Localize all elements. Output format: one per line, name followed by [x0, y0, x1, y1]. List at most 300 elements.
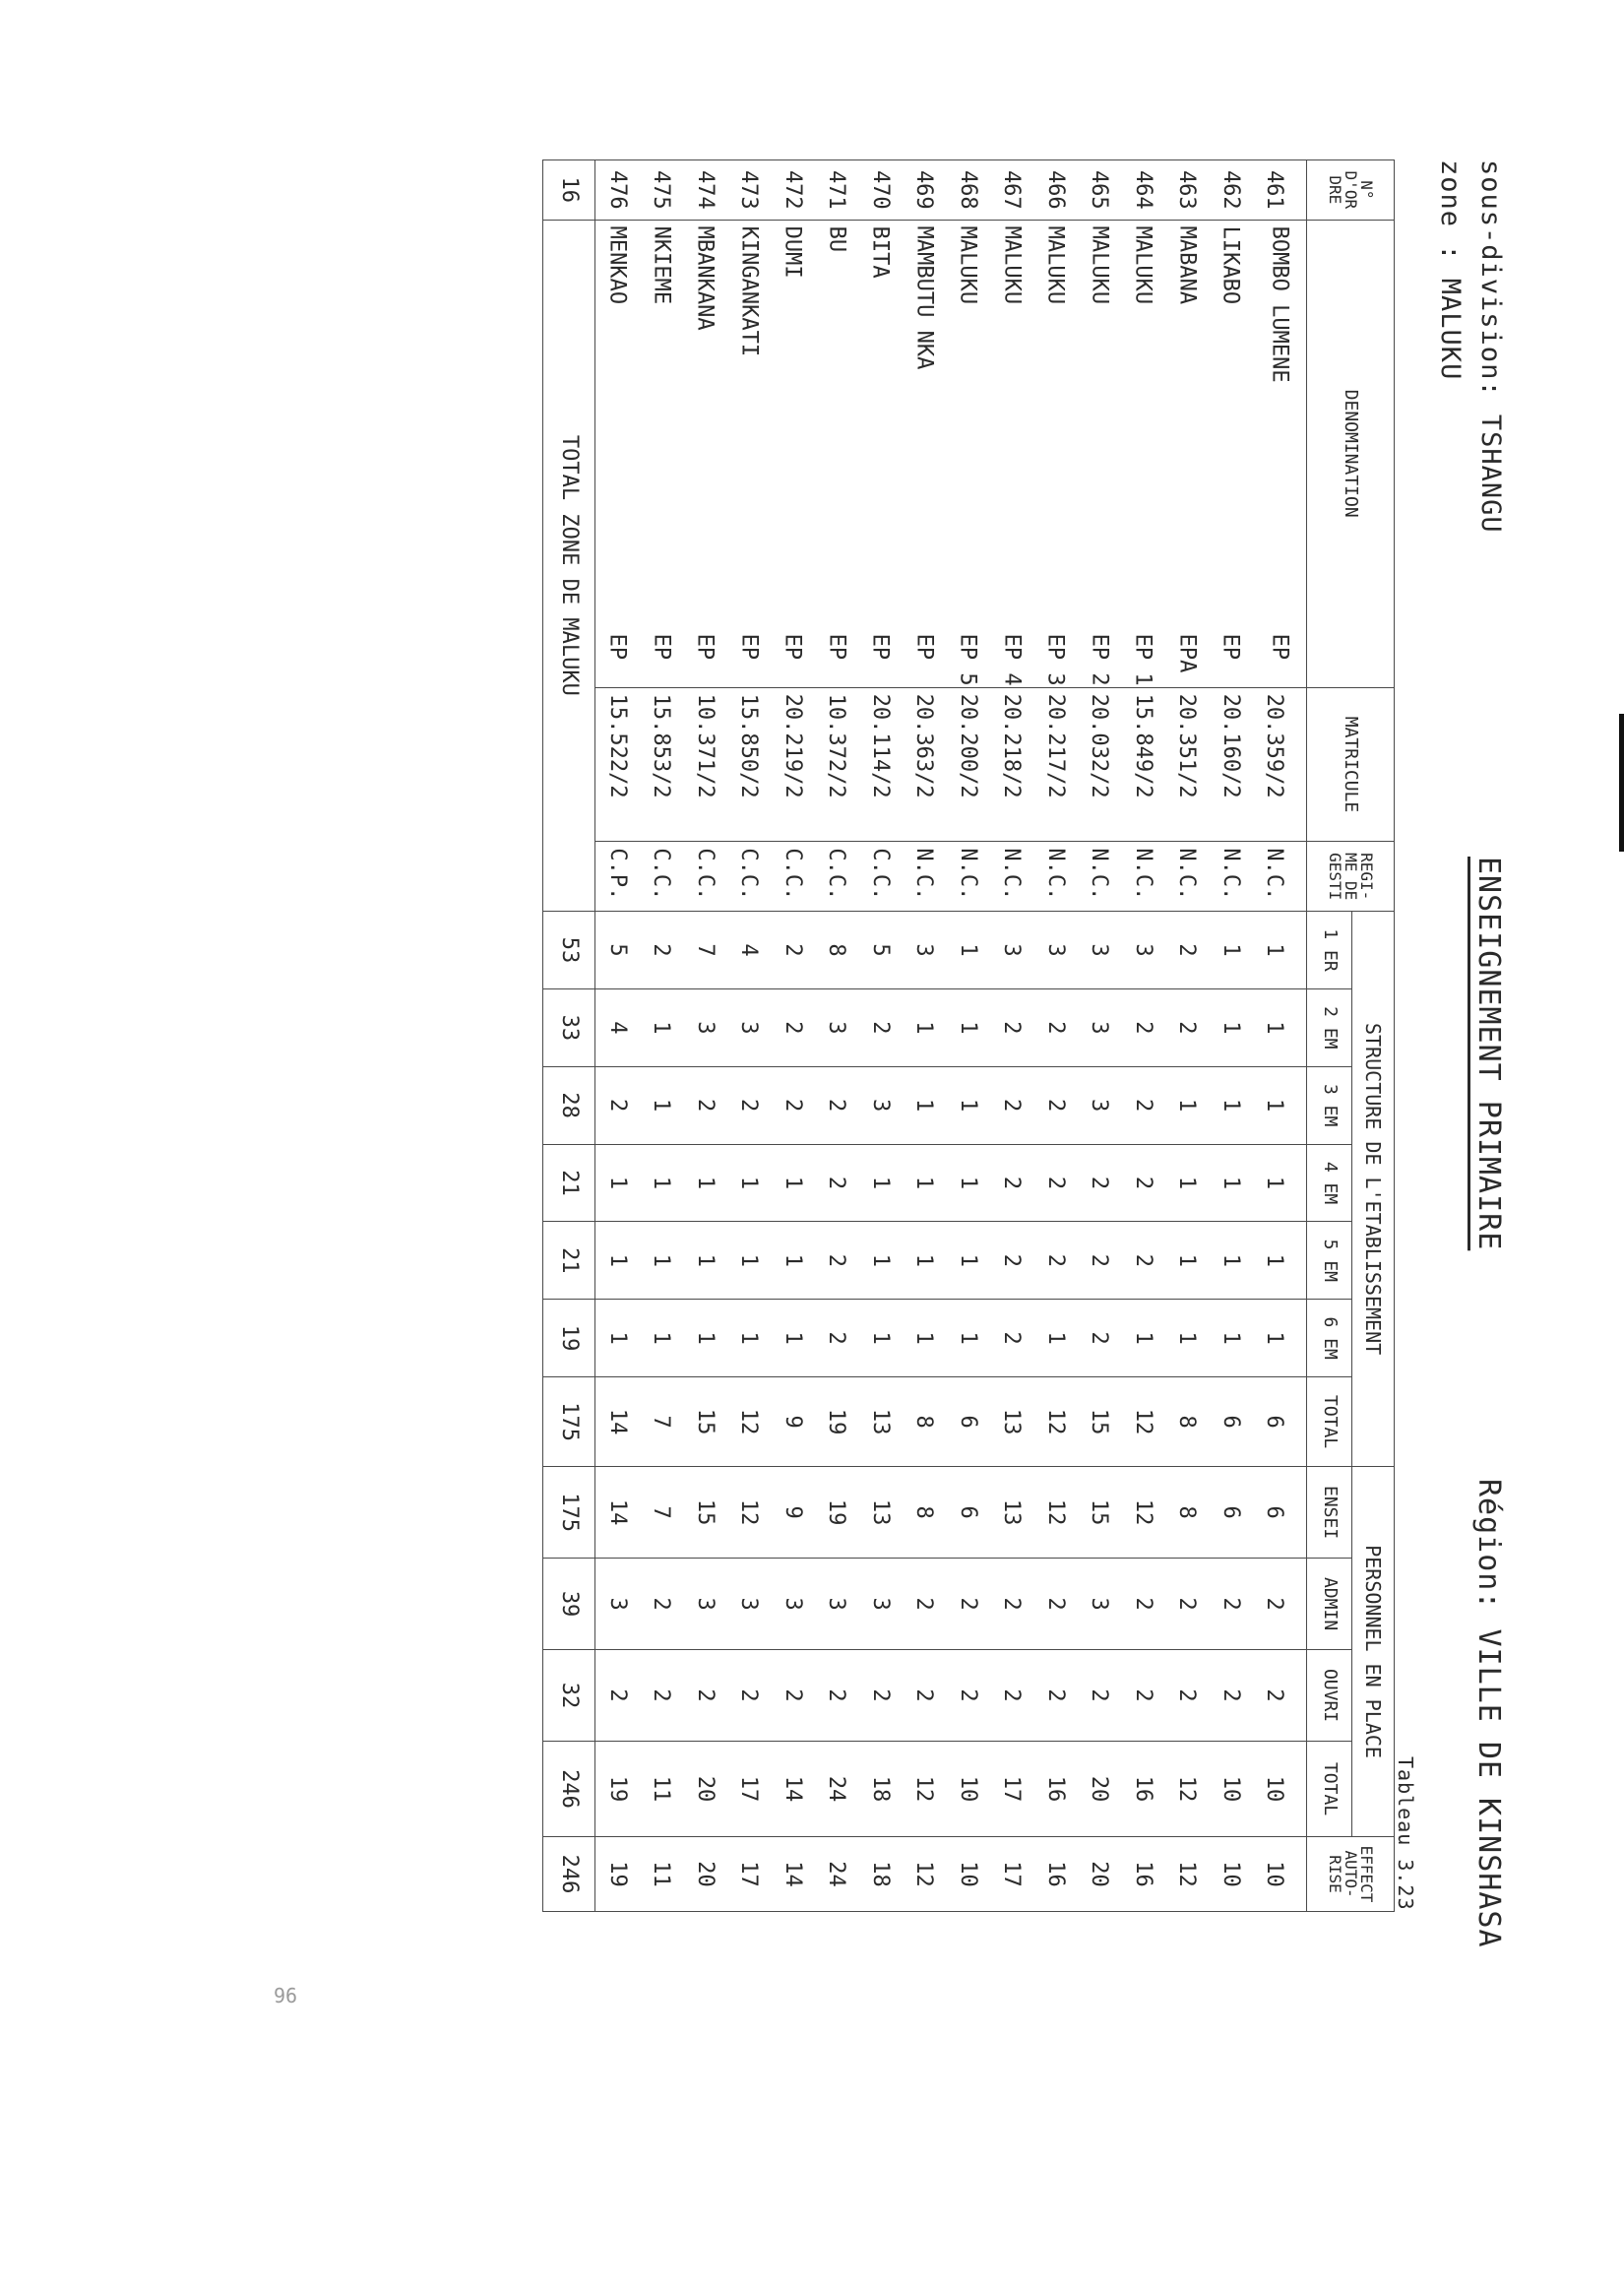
cell-effectif-autorise: 10 — [1209, 1837, 1253, 1912]
school-name: MALUKU — [1042, 225, 1068, 305]
cell-ouvriers: 2 — [946, 1650, 990, 1742]
cell-no-ordre: 464 — [1121, 160, 1165, 221]
cell-3em: 2 — [815, 1066, 859, 1144]
cell-structure-total: 19 — [815, 1377, 859, 1467]
cell-4em: 1 — [771, 1144, 815, 1222]
cell-6em: 1 — [1121, 1300, 1165, 1377]
cell-enseignants: 12 — [1121, 1467, 1165, 1559]
cell-2em: 1 — [640, 988, 684, 1066]
cell-matricule: 20.351/2 — [1165, 687, 1210, 842]
cell-ouvriers: 2 — [903, 1650, 947, 1742]
school-name: KINGANKATI — [736, 225, 762, 357]
cell-enseignants: 6 — [946, 1467, 990, 1559]
cell-no-ordre: 462 — [1209, 160, 1253, 221]
schools-table — [542, 159, 1395, 1912]
cell-enseignants: 15 — [683, 1467, 727, 1559]
school-type: EP 2 — [1087, 633, 1112, 686]
cell-structure-total: 13 — [990, 1377, 1034, 1467]
cell-2em: 1 — [1209, 988, 1253, 1066]
cell-matricule: 20.219/2 — [771, 687, 815, 842]
region-label: Région: VILLE DE KINSHASA — [1471, 1479, 1506, 1948]
cell-enseignants: 6 — [1253, 1467, 1307, 1559]
cell-structure-total: 12 — [1033, 1377, 1078, 1467]
cell-2em: 3 — [727, 988, 772, 1066]
cell-1er: 7 — [683, 912, 727, 989]
school-type: EP — [692, 633, 718, 661]
header-structure: STRUCTURE DE L'ETABLISSEMENT — [1352, 912, 1395, 1467]
cell-3em: 1 — [1253, 1066, 1307, 1144]
school-type: EPA — [1174, 633, 1200, 673]
school-name: LIKABO — [1218, 225, 1243, 305]
cell-5em: 2 — [815, 1222, 859, 1300]
school-name: MALUKU — [1087, 225, 1112, 305]
cell-no-ordre: 461 — [1253, 160, 1307, 221]
total-count: 16 — [543, 160, 595, 221]
header-effectif-autorise: EFFECT AUTO- RISE — [1307, 1837, 1395, 1912]
cell-5em: 1 — [771, 1222, 815, 1300]
cell-denomination — [858, 220, 903, 687]
header-denomination: DENOMINATION — [1307, 220, 1395, 687]
cell-4em: 1 — [595, 1144, 640, 1222]
cell-structure-total: 15 — [1078, 1377, 1122, 1467]
school-type: EP — [649, 633, 674, 661]
cell-regime: N.C. — [1121, 842, 1165, 912]
cell-4em: 1 — [903, 1144, 947, 1222]
cell-6em: 2 — [990, 1300, 1034, 1377]
cell-no-ordre: 471 — [815, 160, 859, 221]
school-name: MBANKANA — [692, 225, 718, 331]
header-5em: 5 EM — [1307, 1222, 1352, 1300]
cell-structure-total: 6 — [1253, 1377, 1307, 1467]
cell-personnel-total: 20 — [1078, 1742, 1122, 1837]
cell-3em: 2 — [595, 1066, 640, 1144]
cell-4em: 1 — [683, 1144, 727, 1222]
cell-personnel-total: 16 — [1121, 1742, 1165, 1837]
cell-structure-total: 6 — [946, 1377, 990, 1467]
total-label: TOTAL ZONE DE MALUKU — [543, 220, 595, 911]
table-row — [683, 160, 727, 1912]
cell-2em: 2 — [1165, 988, 1210, 1066]
cell-5em: 2 — [1078, 1222, 1122, 1300]
cell-1er: 5 — [858, 912, 903, 989]
scan-edge-mark — [1619, 714, 1624, 852]
cell-matricule: 15.853/2 — [640, 687, 684, 842]
cell-5em: 1 — [858, 1222, 903, 1300]
cell-structure-total: 14 — [595, 1377, 640, 1467]
cell-ouvriers: 2 — [1165, 1650, 1210, 1742]
total-structure-total: 175 — [543, 1377, 595, 1467]
cell-regime: C.C. — [640, 842, 684, 912]
school-type: EP — [604, 633, 630, 661]
cell-administratifs: 3 — [858, 1559, 903, 1650]
table-row — [946, 160, 990, 1912]
school-name: BOMBO LUMENE — [1267, 225, 1292, 383]
cell-administratifs: 2 — [946, 1559, 990, 1650]
table-reference: Tableau 3.23 — [1394, 1756, 1417, 1911]
cell-regime: C.C. — [771, 842, 815, 912]
cell-4em: 2 — [1121, 1144, 1165, 1222]
school-name: MAMBUTU NKA — [911, 225, 937, 370]
cell-1er: 2 — [1165, 912, 1210, 989]
cell-administratifs: 2 — [1253, 1559, 1307, 1650]
cell-regime: N.C. — [1165, 842, 1210, 912]
cell-6em: 1 — [1033, 1300, 1078, 1377]
table-row — [595, 160, 640, 1912]
cell-matricule: 20.217/2 — [1033, 687, 1078, 842]
total-row — [543, 160, 595, 1912]
cell-5em: 2 — [990, 1222, 1034, 1300]
cell-6em: 1 — [683, 1300, 727, 1377]
cell-effectif-autorise: 17 — [990, 1837, 1034, 1912]
cell-2em: 1 — [903, 988, 947, 1066]
cell-4em: 1 — [1209, 1144, 1253, 1222]
cell-3em: 2 — [1033, 1066, 1078, 1144]
header-regime: REGI- ME DE GESTI — [1307, 842, 1395, 912]
cell-structure-total: 6 — [1209, 1377, 1253, 1467]
cell-matricule: 20.218/2 — [990, 687, 1034, 842]
cell-regime: C.P. — [595, 842, 640, 912]
cell-4em: 1 — [640, 1144, 684, 1222]
school-type: EP 1 — [1130, 633, 1156, 686]
cell-3em: 3 — [1078, 1066, 1122, 1144]
cell-regime: C.C. — [727, 842, 772, 912]
cell-6em: 1 — [858, 1300, 903, 1377]
cell-denomination — [946, 220, 990, 687]
cell-1er: 3 — [1033, 912, 1078, 989]
header-6em: 6 EM — [1307, 1300, 1352, 1377]
cell-regime: N.C. — [1253, 842, 1307, 912]
cell-6em: 1 — [1165, 1300, 1210, 1377]
cell-3em: 1 — [1209, 1066, 1253, 1144]
cell-personnel-total: 24 — [815, 1742, 859, 1837]
cell-personnel-total: 10 — [1253, 1742, 1307, 1837]
school-name: BITA — [867, 225, 893, 279]
cell-structure-total: 15 — [683, 1377, 727, 1467]
cell-5em: 1 — [595, 1222, 640, 1300]
school-name: MALUKU — [955, 225, 980, 305]
header-1er: 1 ER — [1307, 912, 1352, 989]
cell-personnel-total: 11 — [640, 1742, 684, 1837]
cell-regime: N.C. — [1078, 842, 1122, 912]
cell-administratifs: 3 — [771, 1559, 815, 1650]
cell-no-ordre: 463 — [1165, 160, 1210, 221]
cell-denomination — [1121, 220, 1165, 687]
total-2em: 33 — [543, 988, 595, 1066]
cell-1er: 1 — [1253, 912, 1307, 989]
cell-6em: 1 — [946, 1300, 990, 1377]
header-4em: 4 EM — [1307, 1144, 1352, 1222]
table-row — [815, 160, 859, 1912]
cell-2em: 2 — [771, 988, 815, 1066]
table-row — [727, 160, 772, 1912]
table-row — [1253, 160, 1307, 1912]
school-name: MABANA — [1174, 225, 1200, 305]
cell-administratifs: 3 — [683, 1559, 727, 1650]
cell-3em: 1 — [640, 1066, 684, 1144]
cell-enseignants: 8 — [1165, 1467, 1210, 1559]
cell-effectif-autorise: 11 — [640, 1837, 684, 1912]
table-row — [1121, 160, 1165, 1912]
cell-enseignants: 7 — [640, 1467, 684, 1559]
cell-regime: C.C. — [683, 842, 727, 912]
cell-1er: 3 — [990, 912, 1034, 989]
cell-enseignants: 8 — [903, 1467, 947, 1559]
cell-personnel-total: 18 — [858, 1742, 903, 1837]
table-row — [858, 160, 903, 1912]
cell-2em: 2 — [858, 988, 903, 1066]
cell-ouvriers: 2 — [595, 1650, 640, 1742]
cell-enseignants: 13 — [858, 1467, 903, 1559]
cell-5em: 1 — [1253, 1222, 1307, 1300]
cell-denomination — [903, 220, 947, 687]
school-name: BU — [824, 225, 849, 253]
cell-1er: 3 — [903, 912, 947, 989]
cell-1er: 2 — [640, 912, 684, 989]
cell-1er: 1 — [1209, 912, 1253, 989]
cell-5em: 1 — [903, 1222, 947, 1300]
table-body — [595, 160, 1307, 1912]
cell-structure-total: 13 — [858, 1377, 903, 1467]
page-number: 96 — [274, 1984, 298, 2007]
cell-ouvriers: 2 — [1209, 1650, 1253, 1742]
total-ouvriers: 32 — [543, 1650, 595, 1742]
total-personnel-total: 246 — [543, 1742, 595, 1837]
cell-administratifs: 2 — [640, 1559, 684, 1650]
cell-4em: 1 — [1253, 1144, 1307, 1222]
cell-no-ordre: 469 — [903, 160, 947, 221]
cell-ouvriers: 2 — [683, 1650, 727, 1742]
cell-denomination — [990, 220, 1034, 687]
cell-enseignants: 12 — [727, 1467, 772, 1559]
cell-personnel-total: 19 — [595, 1742, 640, 1837]
cell-5em: 2 — [1033, 1222, 1078, 1300]
cell-no-ordre: 475 — [640, 160, 684, 221]
table-row — [1209, 160, 1253, 1912]
header-no-ordre: N° D'OR DRE — [1307, 160, 1395, 221]
cell-personnel-total: 12 — [1165, 1742, 1210, 1837]
cell-enseignants: 19 — [815, 1467, 859, 1559]
cell-3em: 2 — [1121, 1066, 1165, 1144]
cell-2em: 3 — [683, 988, 727, 1066]
cell-6em: 1 — [1253, 1300, 1307, 1377]
cell-ouvriers: 2 — [1078, 1650, 1122, 1742]
cell-4em: 2 — [1033, 1144, 1078, 1222]
cell-3em: 2 — [727, 1066, 772, 1144]
cell-effectif-autorise: 24 — [815, 1837, 859, 1912]
cell-6em: 1 — [640, 1300, 684, 1377]
cell-personnel-total: 17 — [727, 1742, 772, 1837]
cell-administratifs: 3 — [727, 1559, 772, 1650]
cell-matricule: 20.359/2 — [1253, 687, 1307, 842]
cell-personnel-total: 12 — [903, 1742, 947, 1837]
table-row — [990, 160, 1034, 1912]
cell-administratifs: 2 — [1165, 1559, 1210, 1650]
cell-regime: N.C. — [946, 842, 990, 912]
cell-denomination — [1033, 220, 1078, 687]
cell-4em: 2 — [1078, 1144, 1122, 1222]
cell-ouvriers: 2 — [1253, 1650, 1307, 1742]
cell-matricule: 20.114/2 — [858, 687, 903, 842]
cell-enseignants: 6 — [1209, 1467, 1253, 1559]
cell-1er: 5 — [595, 912, 640, 989]
cell-enseignants: 14 — [595, 1467, 640, 1559]
cell-5em: 1 — [640, 1222, 684, 1300]
school-type: EP 3 — [1042, 633, 1068, 686]
cell-regime: N.C. — [990, 842, 1034, 912]
cell-personnel-total: 10 — [1209, 1742, 1253, 1837]
cell-regime: C.C. — [858, 842, 903, 912]
cell-administratifs: 2 — [1209, 1559, 1253, 1650]
cell-no-ordre: 467 — [990, 160, 1034, 221]
cell-2em: 1 — [946, 988, 990, 1066]
cell-effectif-autorise: 17 — [727, 1837, 772, 1912]
subdivision-label: sous-division: TSHANGU — [1475, 159, 1506, 534]
total-3em: 28 — [543, 1066, 595, 1144]
school-name: NKIEME — [649, 225, 674, 305]
cell-matricule: 15.850/2 — [727, 687, 772, 842]
table-row — [1033, 160, 1078, 1912]
cell-denomination — [771, 220, 815, 687]
cell-effectif-autorise: 16 — [1121, 1837, 1165, 1912]
cell-1er: 3 — [1078, 912, 1122, 989]
header-structure-total: TOTAL — [1307, 1377, 1352, 1467]
cell-matricule: 15.849/2 — [1121, 687, 1165, 842]
cell-6em: 1 — [595, 1300, 640, 1377]
cell-enseignants: 9 — [771, 1467, 815, 1559]
cell-denomination — [640, 220, 684, 687]
school-type: EP 5 — [955, 633, 980, 686]
cell-no-ordre: 470 — [858, 160, 903, 221]
cell-effectif-autorise: 16 — [1033, 1837, 1078, 1912]
cell-6em: 1 — [1209, 1300, 1253, 1377]
cell-effectif-autorise: 20 — [683, 1837, 727, 1912]
cell-matricule: 10.372/2 — [815, 687, 859, 842]
cell-5em: 2 — [1121, 1222, 1165, 1300]
cell-5em: 1 — [1209, 1222, 1253, 1300]
cell-effectif-autorise: 20 — [1078, 1837, 1122, 1912]
table-row — [1165, 160, 1210, 1912]
cell-2em: 3 — [815, 988, 859, 1066]
cell-enseignants: 12 — [1033, 1467, 1078, 1559]
cell-effectif-autorise: 18 — [858, 1837, 903, 1912]
cell-2em: 2 — [1033, 988, 1078, 1066]
cell-matricule: 15.522/2 — [595, 687, 640, 842]
cell-5em: 1 — [1165, 1222, 1210, 1300]
table-row — [903, 160, 947, 1912]
cell-3em: 1 — [1165, 1066, 1210, 1144]
cell-personnel-total: 16 — [1033, 1742, 1078, 1837]
cell-effectif-autorise: 10 — [1253, 1837, 1307, 1912]
cell-administratifs: 3 — [815, 1559, 859, 1650]
cell-administratifs: 2 — [903, 1559, 947, 1650]
cell-effectif-autorise: 10 — [946, 1837, 990, 1912]
school-type: EP — [1267, 633, 1292, 661]
cell-2em: 2 — [990, 988, 1034, 1066]
cell-5em: 1 — [946, 1222, 990, 1300]
cell-personnel-total: 17 — [990, 1742, 1034, 1837]
cell-effectif-autorise: 12 — [1165, 1837, 1210, 1912]
cell-administratifs: 2 — [1033, 1559, 1078, 1650]
school-type: EP 4 — [999, 633, 1025, 686]
school-name: MENKAO — [604, 225, 630, 305]
cell-2em: 3 — [1078, 988, 1122, 1066]
school-type: EP — [824, 633, 849, 661]
school-type: EP — [736, 633, 762, 661]
cell-ouvriers: 2 — [640, 1650, 684, 1742]
total-5em: 21 — [543, 1222, 595, 1300]
cell-effectif-autorise: 19 — [595, 1837, 640, 1912]
cell-3em: 1 — [946, 1066, 990, 1144]
cell-4em: 1 — [858, 1144, 903, 1222]
cell-structure-total: 12 — [727, 1377, 772, 1467]
cell-ouvriers: 2 — [990, 1650, 1034, 1742]
cell-regime: N.C. — [903, 842, 947, 912]
cell-no-ordre: 473 — [727, 160, 772, 221]
table-row — [771, 160, 815, 1912]
cell-effectif-autorise: 12 — [903, 1837, 947, 1912]
cell-denomination — [1078, 220, 1122, 687]
cell-1er: 3 — [1121, 912, 1165, 989]
total-6em: 19 — [543, 1300, 595, 1377]
cell-4em: 2 — [990, 1144, 1034, 1222]
cell-6em: 1 — [771, 1300, 815, 1377]
total-effectif-autorise: 246 — [543, 1837, 595, 1912]
school-name: DUMI — [780, 225, 805, 279]
header-personnel-total: TOTAL — [1307, 1742, 1352, 1837]
cell-denomination — [683, 220, 727, 687]
cell-3em: 2 — [771, 1066, 815, 1144]
table-row — [1078, 160, 1122, 1912]
cell-4em: 2 — [815, 1144, 859, 1222]
school-type: EP — [911, 633, 937, 661]
zone-label: zone : MALUKU — [1435, 159, 1466, 381]
header-enseignants: ENSEI — [1307, 1467, 1352, 1559]
cell-structure-total: 9 — [771, 1377, 815, 1467]
cell-administratifs: 3 — [595, 1559, 640, 1650]
table-row — [640, 160, 684, 1912]
cell-personnel-total: 10 — [946, 1742, 990, 1837]
school-type: EP — [1218, 633, 1243, 661]
cell-structure-total: 8 — [1165, 1377, 1210, 1467]
cell-2em: 2 — [1121, 988, 1165, 1066]
cell-matricule: 10.371/2 — [683, 687, 727, 842]
cell-administratifs: 3 — [1078, 1559, 1122, 1650]
cell-no-ordre: 474 — [683, 160, 727, 221]
cell-structure-total: 7 — [640, 1377, 684, 1467]
cell-1er: 2 — [771, 912, 815, 989]
cell-no-ordre: 472 — [771, 160, 815, 221]
cell-structure-total: 8 — [903, 1377, 947, 1467]
cell-enseignants: 13 — [990, 1467, 1034, 1559]
cell-ouvriers: 2 — [727, 1650, 772, 1742]
header-administratifs: ADMIN — [1307, 1559, 1352, 1650]
header-ouvriers: OUVRI — [1307, 1650, 1352, 1742]
cell-denomination — [1209, 220, 1253, 687]
cell-3em: 1 — [903, 1066, 947, 1144]
cell-1er: 4 — [727, 912, 772, 989]
cell-2em: 4 — [595, 988, 640, 1066]
cell-2em: 1 — [1253, 988, 1307, 1066]
cell-6em: 2 — [815, 1300, 859, 1377]
total-administratifs: 39 — [543, 1559, 595, 1650]
header-2em: 2 EM — [1307, 988, 1352, 1066]
cell-4em: 1 — [1165, 1144, 1210, 1222]
cell-1er: 1 — [946, 912, 990, 989]
cell-denomination — [1253, 220, 1307, 687]
cell-no-ordre: 466 — [1033, 160, 1078, 221]
cell-denomination — [1165, 220, 1210, 687]
cell-no-ordre: 476 — [595, 160, 640, 221]
